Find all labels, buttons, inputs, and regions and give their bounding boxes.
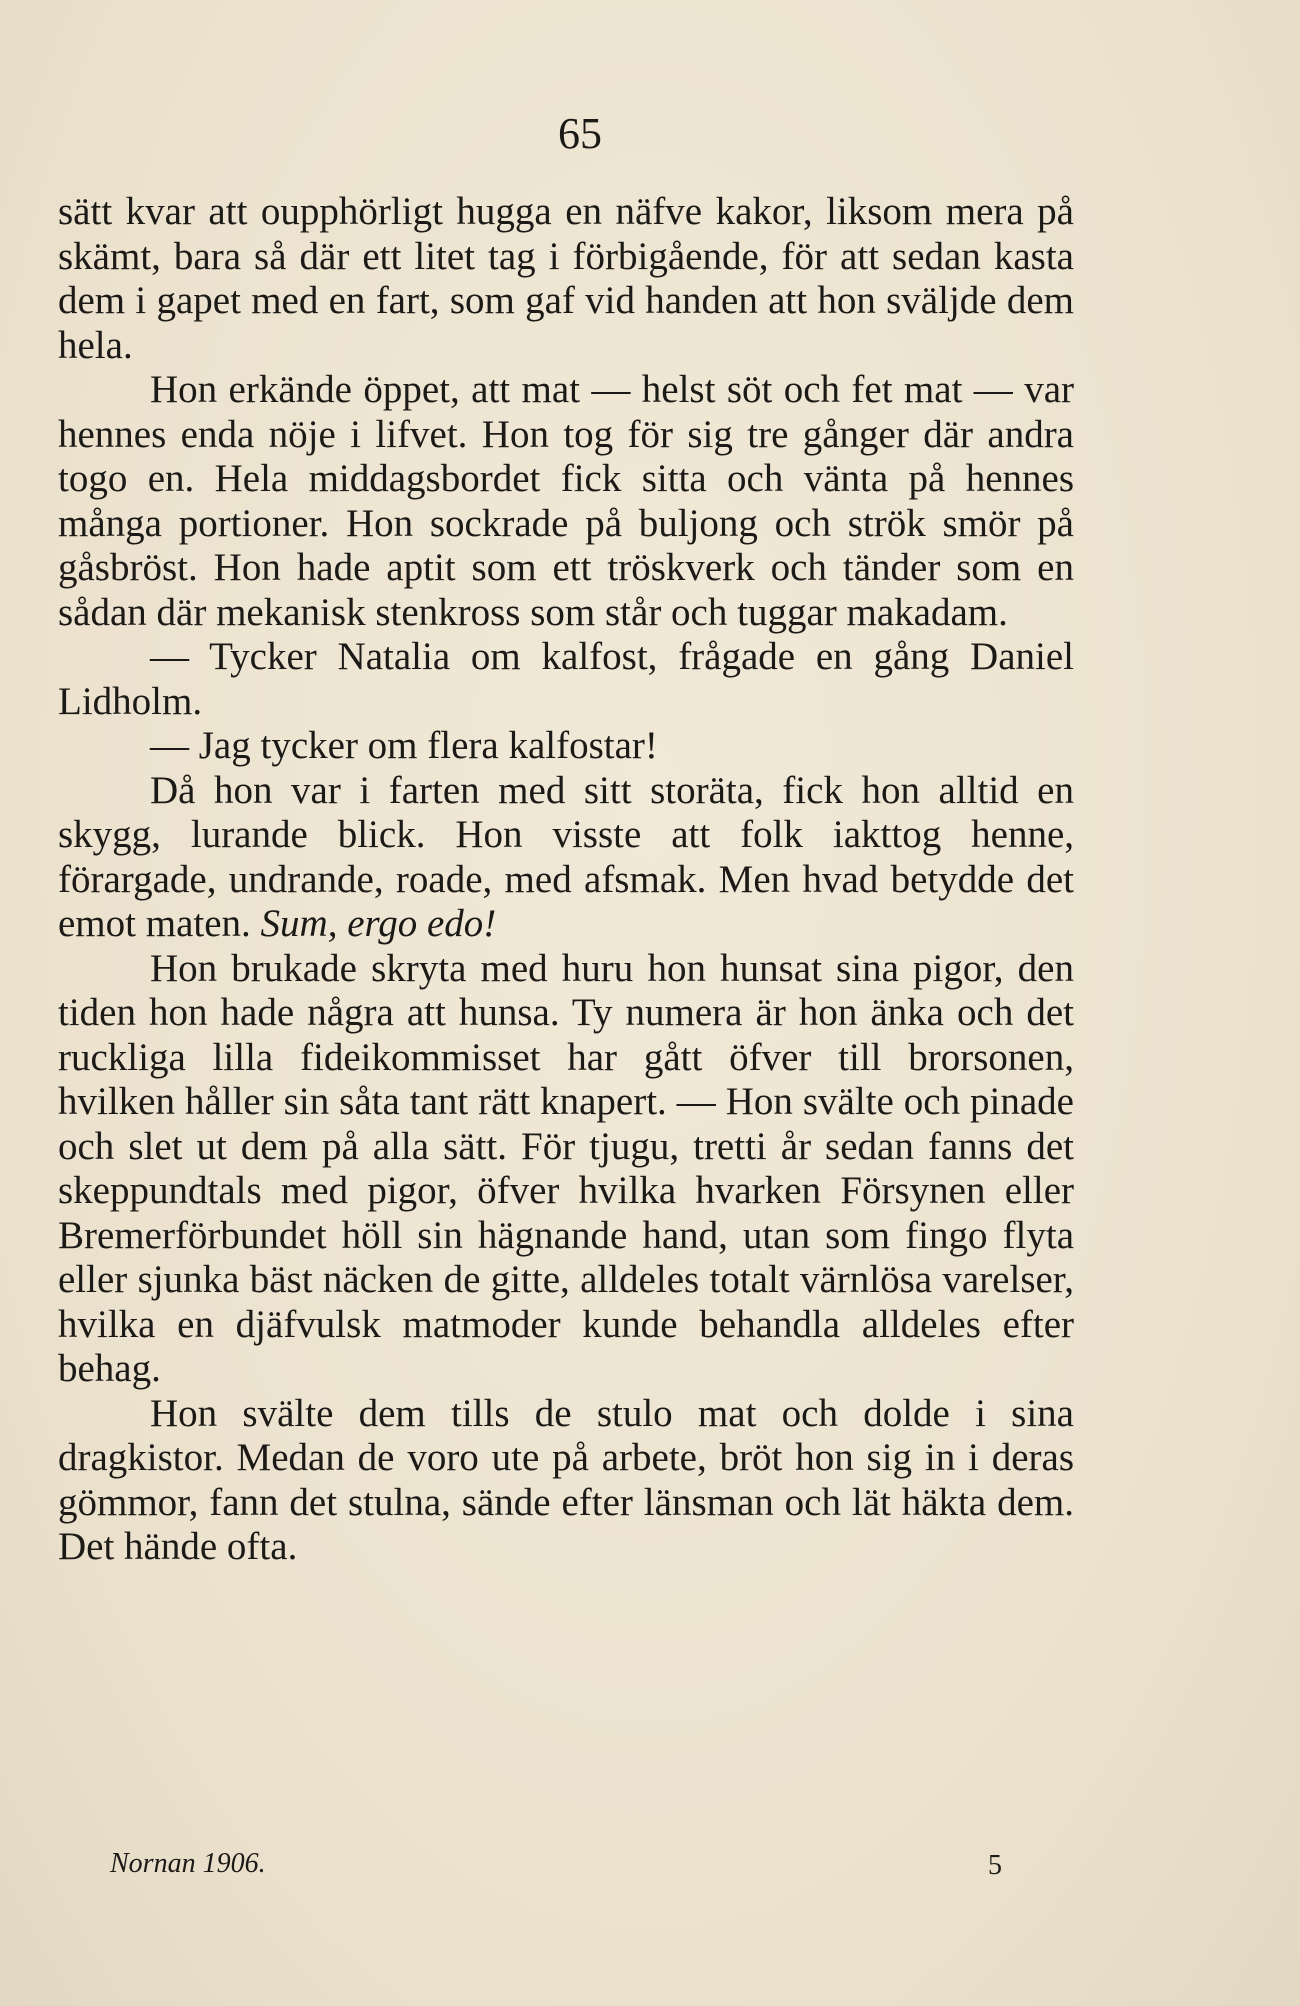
paragraph-3-dialog: — Tycker Natalia om kalfost, frågade en gång Daniel Lidholm. <box>58 635 1074 723</box>
paragraph-4-dialog: — Jag tycker om flera kalfostar! <box>150 724 658 767</box>
footer-sheet-mark: 5 <box>988 1850 1002 1881</box>
body-text <box>58 190 1074 1570</box>
paragraph-5 <box>58 769 1074 947</box>
paragraph-6: Hon brukade skryta med huru hon hunsat sina pigor, den tiden hon hade några att hunsa. Ty numera är hon änka och det ruckliga lilla fideikommisset har gått öfver till brorsonen, hvilken håller sin såta tant rätt knapert. — Hon svälte och pinade och slet ut dem på alla sätt. För tjugu, tretti år sedan fanns det skeppundtals med pigor, öfver hvilka hvarken Försynen eller Bremerförbundet höll sin hägnande hand, utan som fingo flyta eller sjunka bäst näcken de gitte, alldeles totalt värnlösa varelser, hvilka en djäfvulsk matmoder kunde behandla alldeles efter behag. <box>58 946 1074 1390</box>
page-number: 65 <box>558 109 602 158</box>
paragraph-5-text: Då hon var i farten med sitt storäta, fick hon alltid en skygg, lurande blick. Hon visste att folk iakttog henne, förargade, undrande, roade, med afsmak. Men hvad betydde det emot maten. <box>58 768 1074 945</box>
footer-signature: Nornan 1906. <box>110 1848 266 1879</box>
paragraph-1: sätt kvar att oupphörligt hugga en näfve kakor, liksom mera på skämt, bara så där ett litet tag i förbigående, för att sedan kasta dem i gapet med en fart, som gaf vid handen att hon sväljde dem hela. <box>58 190 1074 367</box>
paragraph-2: Hon erkände öppet, att mat — helst söt och fet mat — var hennes enda nöje i lifvet. Hon tog för sig tre gånger där andra togo en. Hela middagsbordet fick sitta och vänta på hennes många portioner. Hon sockrade på buljong och strök smör på gåsbröst. Hon hade aptit som ett tröskverk och tänder som en sådan där mekanisk stenkross som står och tuggar makadam. <box>58 368 1074 634</box>
paragraph-7: Hon svälte dem tills de stulo mat och dolde i sina dragkistor. Medan de voro ute på arbete, bröt hon sig in i deras gömmor, fann det stulna, sände efter länsman och lät häkta dem. Det hände ofta. <box>58 1391 1074 1568</box>
latin-phrase: Sum, ergo edo! <box>260 902 497 945</box>
